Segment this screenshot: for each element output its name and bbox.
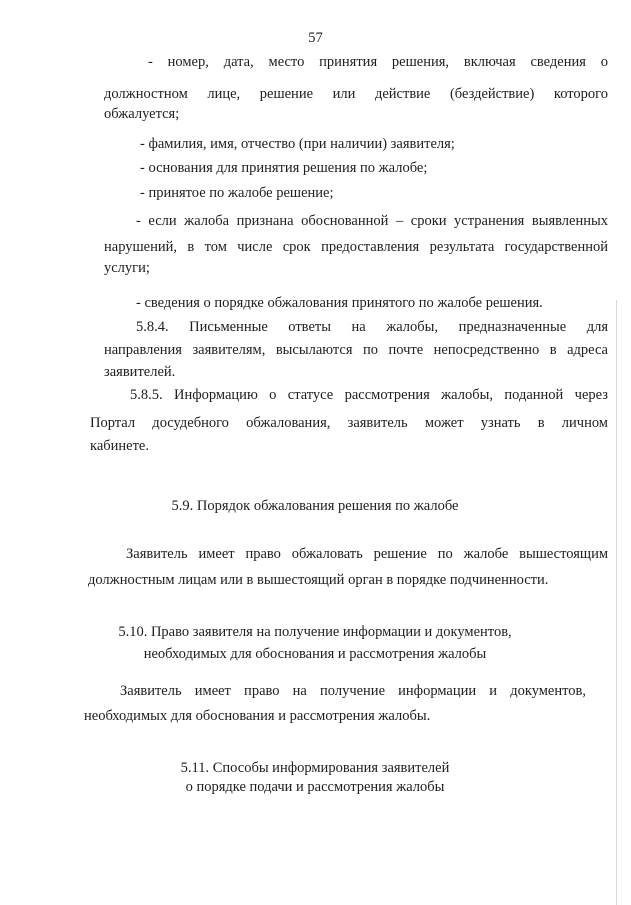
section-heading: 5.11. Способы информирования заявителей — [180, 760, 450, 776]
list-item: - фамилия, имя, отчество (при наличии) заявителя; — [140, 136, 455, 152]
paragraph-line: Заявитель имеет право обжаловать решение по жалобе вышестоящим — [126, 546, 608, 562]
paragraph-line: направления заявителям, высылаются по почте непосредственно в адреса — [104, 342, 608, 358]
list-item: - сведения о порядке обжалования принятого по жалобе решения. — [136, 295, 543, 311]
list-item-line: должностном лице, решение или действие (бездействие) которого — [104, 86, 608, 102]
list-item: - принятое по жалобе решение; — [140, 185, 334, 201]
section-heading: 5.10. Право заявителя на получение информации и документов, — [118, 624, 512, 640]
paragraph-line: 5.8.4. Письменные ответы на жалобы, предназначенные для — [136, 319, 608, 335]
section-heading: о порядке подачи и рассмотрения жалобы — [185, 779, 445, 795]
paragraph-line: заявителей. — [104, 364, 176, 380]
paragraph-line: необходимых для обоснования и рассмотрения жалобы. — [84, 708, 431, 724]
paragraph-line: кабинете. — [90, 438, 149, 454]
section-heading: 5.9. Порядок обжалования решения по жалобе — [171, 498, 459, 514]
paragraph-line: должностным лицам или в вышестоящий орган в порядке подчиненности. — [88, 572, 549, 588]
list-item-line: услуги; — [104, 260, 150, 276]
list-item-line: обжалуется; — [104, 106, 180, 122]
list-item: - основания для принятия решения по жалобе; — [140, 160, 428, 176]
section-heading: необходимых для обоснования и рассмотрения жалобы — [143, 646, 487, 662]
list-item-line: - номер, дата, место принятия решения, включая сведения о — [148, 54, 608, 70]
page-number: 57 — [308, 30, 323, 46]
paragraph-line: Портал досудебного обжалования, заявитель может узнать в личном — [90, 415, 608, 431]
paragraph-line: 5.8.5. Информацию о статусе рассмотрения жалобы, поданной через — [130, 387, 608, 403]
list-item-line: нарушений, в том числе срок предоставления результата государственной — [104, 239, 608, 255]
paragraph-line: Заявитель имеет право на получение информации и документов, — [120, 683, 586, 699]
list-item-line: - если жалоба признана обоснованной – сроки устранения выявленных — [136, 213, 608, 229]
page-edge-shadow — [616, 300, 617, 905]
